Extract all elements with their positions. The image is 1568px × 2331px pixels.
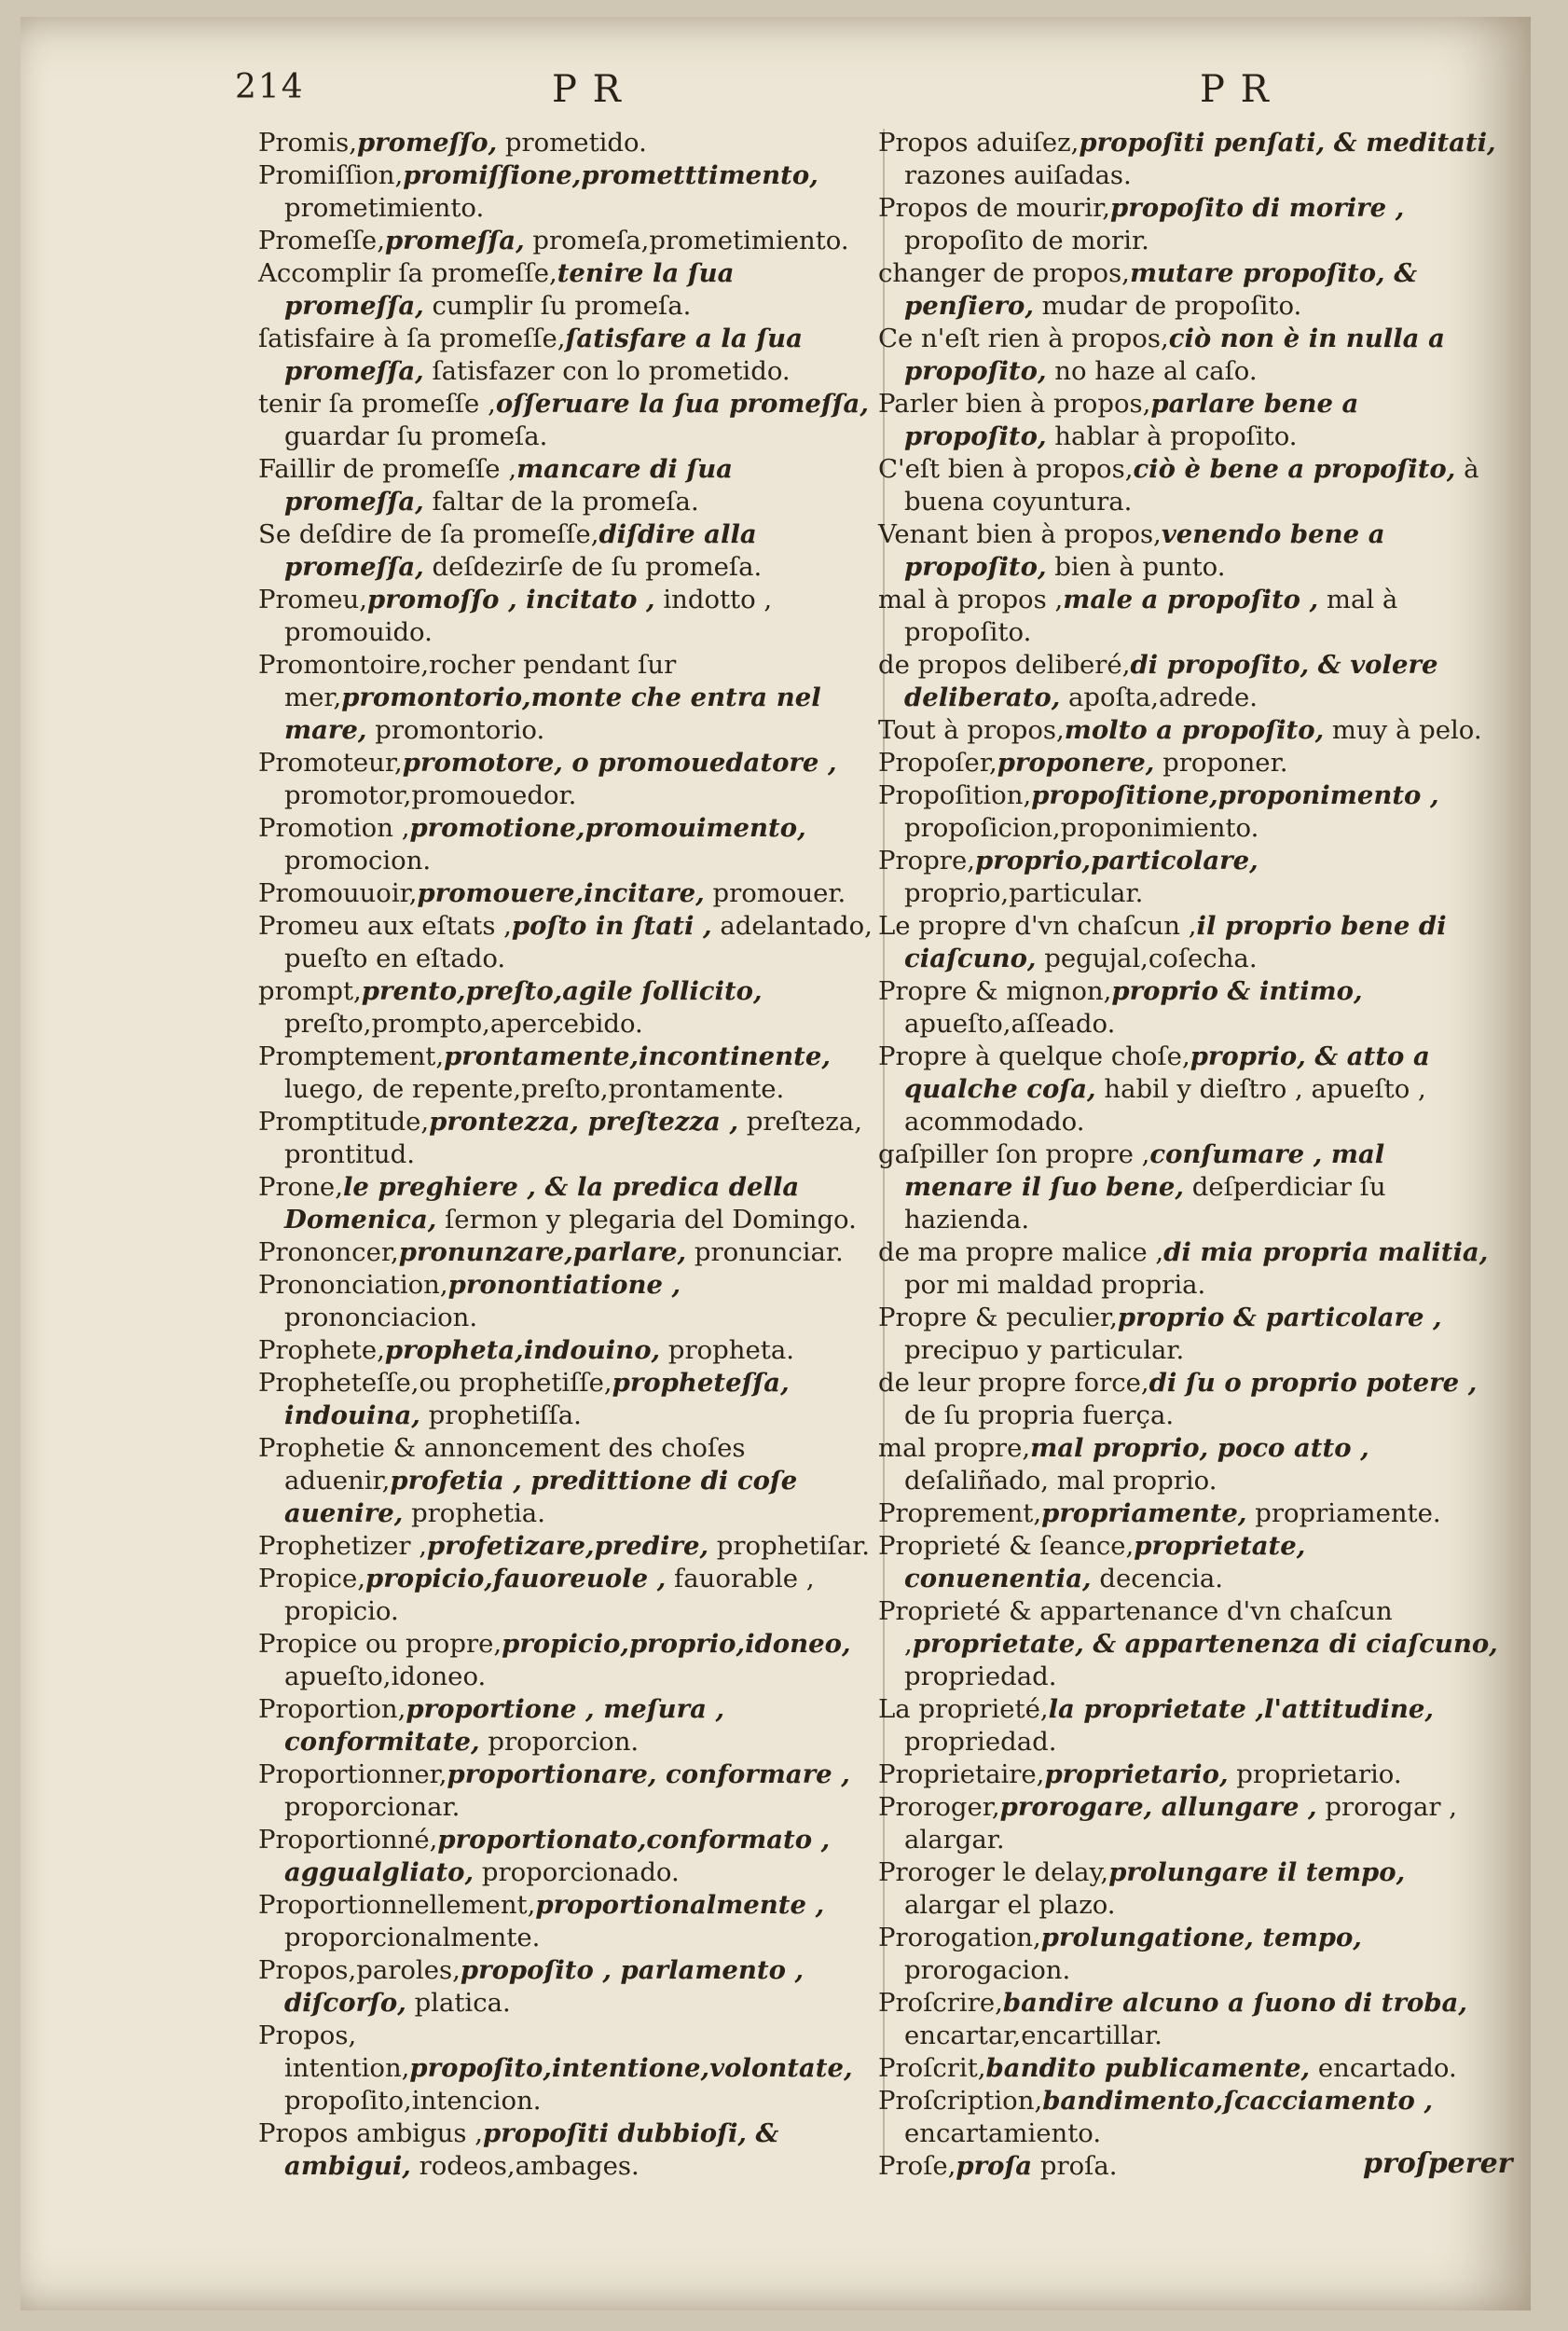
french-term: Prononciation, — [258, 1270, 448, 1300]
dictionary-page — [21, 17, 1531, 2310]
dictionary-entry — [258, 1334, 878, 1367]
italian-gloss: proportionalmente , — [535, 1890, 825, 1920]
dictionary-entry — [878, 453, 1498, 518]
spanish-gloss: precipuo y particular. — [904, 1335, 1185, 1365]
spanish-gloss: deſperdiciar ſu hazienda. — [904, 1172, 1386, 1234]
spanish-gloss: mudar de propoſito. — [1041, 291, 1302, 321]
dictionary-entry — [878, 1693, 1498, 1759]
spanish-gloss: adelantado, pueſto en eſtado. — [284, 911, 873, 973]
dictionary-entry — [878, 192, 1498, 257]
french-term: Proroger, — [878, 1792, 1000, 1822]
dictionary-entry — [258, 584, 878, 649]
spanish-gloss: proporcion. — [488, 1727, 640, 1757]
italian-gloss: poſto in ſtati , — [511, 911, 712, 941]
italian-gloss: proportione , meſura , conformitate, — [284, 1694, 725, 1757]
spanish-gloss: propoſicion,proponimiento. — [904, 813, 1259, 843]
french-term: Propos,paroles, — [258, 1955, 461, 1985]
dictionary-entry — [258, 1563, 878, 1628]
french-term: Promeu aux eſtats , — [258, 911, 512, 941]
dictionary-entry — [878, 127, 1498, 192]
italian-gloss: mutare propoſito, & penſiero, — [904, 258, 1418, 321]
dictionary-entry — [258, 877, 878, 910]
spanish-gloss: à buena coyuntura. — [904, 454, 1479, 517]
dictionary-entry — [258, 1628, 878, 1693]
french-term: gaſpiller ſon propre , — [878, 1139, 1150, 1169]
italian-gloss: promeſſa, — [384, 226, 525, 255]
spanish-gloss: por mi maldad propria. — [904, 1270, 1206, 1300]
spanish-gloss: no haze al caſo. — [1054, 356, 1258, 386]
spanish-gloss: proſa. — [1039, 2151, 1118, 2181]
italian-gloss: oſſeruare la ſua promeſſa, — [495, 389, 869, 419]
spanish-gloss: pronunciar. — [694, 1237, 844, 1267]
french-term: Propos, intention, — [258, 2021, 410, 2083]
dictionary-entry — [878, 257, 1498, 323]
spanish-gloss: promouer. — [712, 878, 846, 908]
dictionary-entry — [258, 1759, 878, 1824]
dictionary-entry — [878, 1791, 1498, 1856]
italian-gloss: prontezza, preſtezza , — [429, 1107, 739, 1137]
italian-gloss: propoſito di morire , — [1110, 193, 1405, 223]
dictionary-entry — [258, 812, 878, 877]
italian-gloss: proportionato,conformato , aggualgliato, — [284, 1825, 831, 1887]
dictionary-entry — [878, 649, 1498, 714]
dictionary-entry — [258, 747, 878, 812]
spanish-gloss: prophetiſar. — [716, 1531, 870, 1561]
dictionary-entry — [258, 910, 878, 975]
italian-gloss: propicio,proprio,idoneo, — [502, 1629, 851, 1659]
italian-gloss: propheteſſa, indouina, — [284, 1368, 790, 1430]
dictionary-entry — [258, 1693, 878, 1759]
french-term: de propos deliberé, — [878, 650, 1131, 680]
french-term: de ma propre malice , — [878, 1237, 1164, 1267]
dictionary-entry — [878, 779, 1498, 845]
running-head-left: P R — [552, 68, 623, 111]
spanish-gloss: deſdezirſe de ſu promeſa. — [432, 552, 763, 582]
spanish-gloss: promocion. — [284, 846, 432, 876]
french-term: Promiſſion, — [258, 160, 404, 190]
spanish-gloss: propriedad. — [904, 1662, 1057, 1691]
running-head-right: P R — [1200, 68, 1271, 111]
spanish-gloss: faltar de la promeſa. — [432, 487, 699, 517]
french-term: Ce n'eſt rien à propos, — [878, 324, 1169, 353]
italian-gloss: la proprietate ,l'attitudine, — [1048, 1694, 1434, 1724]
spanish-gloss: razones auiſadas. — [904, 160, 1132, 190]
spanish-gloss: luego, de repente,preſto,prontamente. — [284, 1074, 785, 1104]
french-term: Proportionné, — [258, 1825, 438, 1855]
dictionary-entry — [878, 1432, 1498, 1497]
spanish-gloss: indotto , promouido. — [284, 585, 773, 647]
french-term: Promotion , — [258, 813, 410, 843]
dictionary-entry — [258, 225, 878, 257]
french-term: Faillir de promeſſe , — [258, 454, 517, 484]
spanish-gloss: proporcionado. — [481, 1857, 680, 1887]
italian-gloss: prorogare, allungare , — [999, 1792, 1317, 1822]
dictionary-entry — [258, 1041, 878, 1106]
dictionary-entry — [878, 1922, 1498, 1987]
italian-gloss: prolungatione, tempo, — [1040, 1923, 1362, 1952]
french-term: Propoſition, — [878, 780, 1032, 810]
dictionary-entry — [878, 1856, 1498, 1922]
french-term: Promptitude, — [258, 1107, 430, 1137]
italian-gloss: promeſſo, — [356, 128, 498, 158]
spanish-gloss: ſatisfazer con lo prometido. — [432, 356, 791, 386]
spanish-gloss: promeſa,prometimiento. — [532, 226, 849, 255]
italian-gloss: promiſſione,prometttimento, — [403, 160, 818, 190]
dictionary-entry — [258, 1954, 878, 2020]
spanish-gloss: propoſito,intencion. — [284, 2086, 542, 2116]
french-term: Prononcer, — [258, 1237, 399, 1267]
italian-gloss: propriamente, — [1041, 1498, 1247, 1528]
spanish-gloss: pegujal,coſecha. — [1044, 944, 1258, 973]
spanish-gloss: habil y dieſtro , apueſto , acommodado. — [904, 1074, 1426, 1137]
italian-gloss: bandire alcuno a ſuono di troba, — [1002, 1988, 1467, 2018]
french-term: mal à propos , — [878, 585, 1064, 614]
dictionary-entry — [878, 714, 1498, 747]
french-term: Prone, — [258, 1172, 343, 1202]
italian-gloss: ciò è bene a propoſito, — [1133, 454, 1456, 484]
french-term: Promeu, — [258, 585, 368, 614]
dictionary-entry — [258, 1106, 878, 1171]
italian-gloss: promoſſo , incitato , — [367, 585, 655, 614]
french-term: Propre à quelque choſe, — [878, 1041, 1190, 1071]
spanish-gloss: decencia. — [1099, 1564, 1223, 1593]
french-term: Proſe, — [878, 2151, 956, 2181]
spanish-gloss: cumplir ſu promeſa. — [432, 291, 692, 321]
dictionary-entry — [878, 975, 1498, 1041]
french-term: Proprietaire, — [878, 1759, 1045, 1789]
french-term: C'eſt bien à propos, — [878, 454, 1134, 484]
french-term: Se deſdire de ſa promeſſe, — [258, 519, 599, 549]
dictionary-entry — [258, 159, 878, 225]
dictionary-entry — [258, 1171, 878, 1236]
spanish-gloss: proporcionar. — [284, 1792, 461, 1822]
italian-gloss: proprio, & atto a qualche coſa, — [904, 1041, 1430, 1104]
dictionary-entry — [258, 388, 878, 453]
dictionary-entry — [878, 1497, 1498, 1530]
french-term: Promontoire,rocher pendant ſur mer, — [258, 650, 677, 712]
spanish-gloss: preſteza, prontitud. — [284, 1107, 862, 1169]
spanish-gloss: proporcionalmente. — [284, 1923, 541, 1952]
french-term: tenir ſa promeſſe , — [258, 389, 496, 419]
dictionary-entry — [878, 518, 1498, 584]
italian-gloss: promotione,promouimento, — [409, 813, 806, 843]
french-term: Venant bien à propos, — [878, 519, 1162, 549]
spanish-gloss: encartado. — [1317, 2053, 1457, 2083]
spanish-gloss: prorogacion. — [904, 1955, 1071, 1985]
french-term: Promouuoir, — [258, 878, 418, 908]
dictionary-entry — [878, 1302, 1498, 1367]
french-term: Propre & mignon, — [878, 976, 1112, 1006]
italian-gloss: bandito publicamente, — [985, 2053, 1311, 2083]
dictionary-entry — [878, 1759, 1498, 1791]
dictionary-entry — [258, 257, 878, 323]
italian-gloss: bandimento,ſcacciamento , — [1042, 2086, 1434, 2116]
french-term: Promptement, — [258, 1041, 445, 1071]
spanish-gloss: prorogar , alargar. — [904, 1792, 1457, 1855]
dictionary-entry — [258, 323, 878, 388]
dictionary-entry — [258, 1236, 878, 1269]
italian-gloss: proſa — [956, 2151, 1033, 2181]
spanish-gloss: prometimiento. — [284, 193, 485, 223]
dictionary-entry — [878, 910, 1498, 975]
spanish-gloss: propriamente. — [1255, 1498, 1441, 1528]
french-term: Propos aduiſez, — [878, 128, 1080, 158]
french-term: Promoteur, — [258, 748, 403, 778]
italian-gloss: proportionare, conformare , — [447, 1759, 850, 1789]
italian-gloss: mal proprio, poco atto , — [1030, 1433, 1369, 1463]
french-term: Prophete, — [258, 1335, 385, 1365]
spanish-gloss: deſaliñado, mal proprio. — [904, 1466, 1217, 1496]
french-term: Promis, — [258, 128, 357, 158]
french-term: Proprieté & appartenance d'vn chaſcun , — [878, 1596, 1393, 1659]
italian-gloss: proponere, — [997, 748, 1155, 778]
italian-gloss: promontorio,monte che entra nel mare, — [284, 683, 821, 745]
spanish-gloss: mal à propoſito. — [904, 585, 1398, 647]
french-term: changer de propos, — [878, 258, 1130, 288]
spanish-gloss: muy à pelo. — [1331, 715, 1482, 745]
french-term: Proroger le delay, — [878, 1857, 1109, 1887]
french-term: Proprieté & ſeance, — [878, 1531, 1135, 1561]
italian-gloss: profetia , predittione di coſe auenire, — [284, 1466, 798, 1528]
spanish-gloss: prophetia. — [411, 1498, 545, 1528]
spanish-gloss: alargar el plazo. — [904, 1890, 1116, 1920]
french-term: Propice, — [258, 1564, 366, 1593]
dictionary-entry — [258, 1824, 878, 1889]
italian-gloss: proprio & intimo, — [1111, 976, 1363, 1006]
spanish-gloss: propheta. — [667, 1335, 794, 1365]
spanish-gloss: guardar ſu promeſa. — [284, 421, 548, 451]
left-column — [258, 127, 878, 2183]
italian-gloss: le preghiere , & la predica della Domenica, — [284, 1172, 800, 1234]
french-term: Proportionner, — [258, 1759, 447, 1789]
italian-gloss: ciò non è in nulla a propoſito, — [904, 324, 1445, 386]
italian-gloss: tenire la ſua promeſſa, — [284, 258, 735, 321]
french-term: Propre, — [878, 846, 975, 876]
dictionary-entry — [878, 845, 1498, 910]
italian-gloss: proprietario, — [1044, 1759, 1229, 1789]
french-term: Propoſer, — [878, 748, 997, 778]
french-term: Propos ambigus , — [258, 2118, 484, 2148]
spanish-gloss: proprietario. — [1236, 1759, 1402, 1789]
spanish-gloss: ſermon y plegaria del Domingo. — [445, 1205, 857, 1234]
french-term: mal propre, — [878, 1433, 1031, 1463]
dictionary-entry — [258, 1432, 878, 1530]
spanish-gloss: hablar à propoſito. — [1054, 421, 1298, 451]
french-term: ſatisfaire à ſa promeſſe, — [258, 324, 566, 353]
french-term: Prorogation, — [878, 1923, 1041, 1952]
dictionary-entry — [878, 2085, 1498, 2150]
dictionary-entry — [878, 1987, 1498, 2052]
dictionary-entry — [258, 1367, 878, 1432]
italian-gloss: prento,preſto,agile ſollicito, — [361, 976, 763, 1006]
dictionary-entry — [878, 1595, 1498, 1693]
italian-gloss: propoſitione,proponimento , — [1031, 780, 1439, 810]
italian-gloss: molto a propoſito, — [1064, 715, 1325, 745]
italian-gloss: pronontiatione , — [447, 1270, 681, 1300]
spanish-gloss: promotor,promouedor. — [284, 780, 577, 810]
italian-gloss: di mia propria malitia, — [1163, 1237, 1489, 1267]
italian-gloss: propheta,indouino, — [384, 1335, 661, 1365]
dictionary-entry — [258, 518, 878, 584]
french-term: La proprieté, — [878, 1694, 1049, 1724]
italian-gloss: proprietate, & appartenenza di ciaſcuno, — [912, 1629, 1498, 1659]
french-term: de leur propre force, — [878, 1368, 1149, 1398]
french-term: prompt, — [258, 976, 362, 1006]
french-term: Propre & peculier, — [878, 1303, 1118, 1332]
dictionary-entry — [258, 1889, 878, 1954]
french-term: Propos de mourir, — [878, 193, 1110, 223]
french-term: Proportion, — [258, 1694, 406, 1724]
spanish-gloss: apueſto,aſſeado. — [904, 1009, 1116, 1039]
spanish-gloss: platica. — [414, 1988, 511, 2018]
italian-gloss: di ſu o proprio potere , — [1148, 1368, 1478, 1398]
french-term: Le propre d'vn chaſcun , — [878, 911, 1197, 941]
dictionary-entry — [258, 453, 878, 518]
italian-gloss: propoſiti dubbioſi, & ambigui, — [284, 2118, 779, 2181]
dictionary-entry — [878, 1236, 1498, 1302]
italian-gloss: diſdire alla promeſſa, — [284, 519, 757, 582]
spanish-gloss: proprio,particular. — [904, 878, 1144, 908]
italian-gloss: propoſito , parlamento , diſcorſo, — [284, 1955, 805, 2018]
italian-gloss: parlare bene a propoſito, — [904, 389, 1359, 451]
dictionary-entry — [258, 2117, 878, 2183]
french-term: Proſcription, — [878, 2086, 1043, 2116]
spanish-gloss: prometido. — [504, 128, 647, 158]
spanish-gloss: encartamiento. — [904, 2118, 1102, 2148]
italian-gloss: conſumare , mal menare il ſuo bene, — [904, 1139, 1385, 1202]
italian-gloss: proprio & particolare , — [1117, 1303, 1442, 1332]
italian-gloss: promotore, o promouedatore , — [402, 748, 837, 778]
spanish-gloss: de ſu propria fuerça. — [904, 1400, 1175, 1430]
right-column — [878, 127, 1498, 2183]
spanish-gloss: prononciacion. — [284, 1303, 478, 1332]
italian-gloss: proprietate, conuenentia, — [904, 1531, 1306, 1593]
page-number: 214 — [235, 68, 305, 106]
spanish-gloss: proponer. — [1162, 748, 1288, 778]
italian-gloss: propicio,fauoreuole , — [365, 1564, 667, 1593]
dictionary-entry — [878, 323, 1498, 388]
spanish-gloss: rodeos,ambages. — [419, 2151, 640, 2181]
french-term: Prophetie & annoncement des choſes aduenir, — [258, 1433, 746, 1496]
dictionary-entry — [878, 1367, 1498, 1432]
spanish-gloss: encartar,encartillar. — [904, 2021, 1162, 2050]
italian-gloss: proprio,particolare, — [974, 846, 1259, 876]
spanish-gloss: apueſto,idoneo. — [284, 1662, 487, 1691]
italian-gloss: propoſiti penſati, & meditati, — [1079, 128, 1496, 158]
dictionary-entry — [878, 388, 1498, 453]
dictionary-entry — [258, 2020, 878, 2117]
dictionary-entry — [878, 1138, 1498, 1236]
spanish-gloss: prophetiſſa. — [428, 1400, 582, 1430]
italian-gloss: di propoſito, & volere deliberato, — [904, 650, 1438, 712]
dictionary-entry — [258, 975, 878, 1041]
italian-gloss: male a propoſito , — [1063, 585, 1319, 614]
dictionary-entry — [258, 1530, 878, 1563]
french-term: Proſcrit, — [878, 2053, 986, 2083]
french-term: Propice ou propre, — [258, 1629, 502, 1659]
dictionary-entry — [258, 127, 878, 159]
french-term: Accomplir ſa promeſſe, — [258, 258, 557, 288]
spanish-gloss: apoſta,adrede. — [1068, 683, 1258, 712]
french-term: Proſcrire, — [878, 1988, 1003, 2018]
dictionary-entry — [258, 649, 878, 747]
french-term: Proportionnellement, — [258, 1890, 536, 1920]
italian-gloss: propoſito,intentione,volontate, — [409, 2053, 853, 2083]
dictionary-entry — [878, 747, 1498, 779]
dictionary-entry — [878, 1041, 1498, 1138]
italian-gloss: il proprio bene di ciaſcuno, — [904, 911, 1447, 973]
dictionary-entry — [878, 584, 1498, 649]
spanish-gloss: fauorable , propicio. — [284, 1564, 815, 1626]
spanish-gloss: preſto,prompto,apercebido. — [284, 1009, 643, 1039]
italian-gloss: profetizare,predire, — [427, 1531, 709, 1561]
spanish-gloss: propriedad. — [904, 1727, 1057, 1757]
french-term: Promeſſe, — [258, 226, 385, 255]
french-term: Proprement, — [878, 1498, 1042, 1528]
italian-gloss: mancare di ſua promeſſa, — [284, 454, 734, 517]
catchword: proſperer — [1363, 2147, 1513, 2180]
french-term: Tout à propos, — [878, 715, 1065, 745]
french-term: Parler bien à propos, — [878, 389, 1151, 419]
spanish-gloss: bien à punto. — [1054, 552, 1226, 582]
french-term: Propheteſſe,ou prophetiſſe, — [258, 1368, 612, 1398]
italian-gloss: venendo bene a propoſito, — [904, 519, 1385, 582]
italian-gloss: ſatisfare a la ſua promeſſa, — [284, 324, 803, 386]
spanish-gloss: promontorio. — [375, 715, 545, 745]
italian-gloss: prolungare il tempo, — [1108, 1857, 1406, 1887]
french-term: Prophetizer , — [258, 1531, 428, 1561]
italian-gloss: prontamente,incontinente, — [444, 1041, 831, 1071]
dictionary-entry — [878, 1530, 1498, 1595]
italian-gloss: promouere,incitare, — [417, 878, 705, 908]
dictionary-entry — [258, 1269, 878, 1334]
dictionary-entry — [878, 2052, 1498, 2085]
italian-gloss: pronunzare,parlare, — [398, 1237, 687, 1267]
spanish-gloss: propoſito de morir. — [904, 226, 1149, 255]
